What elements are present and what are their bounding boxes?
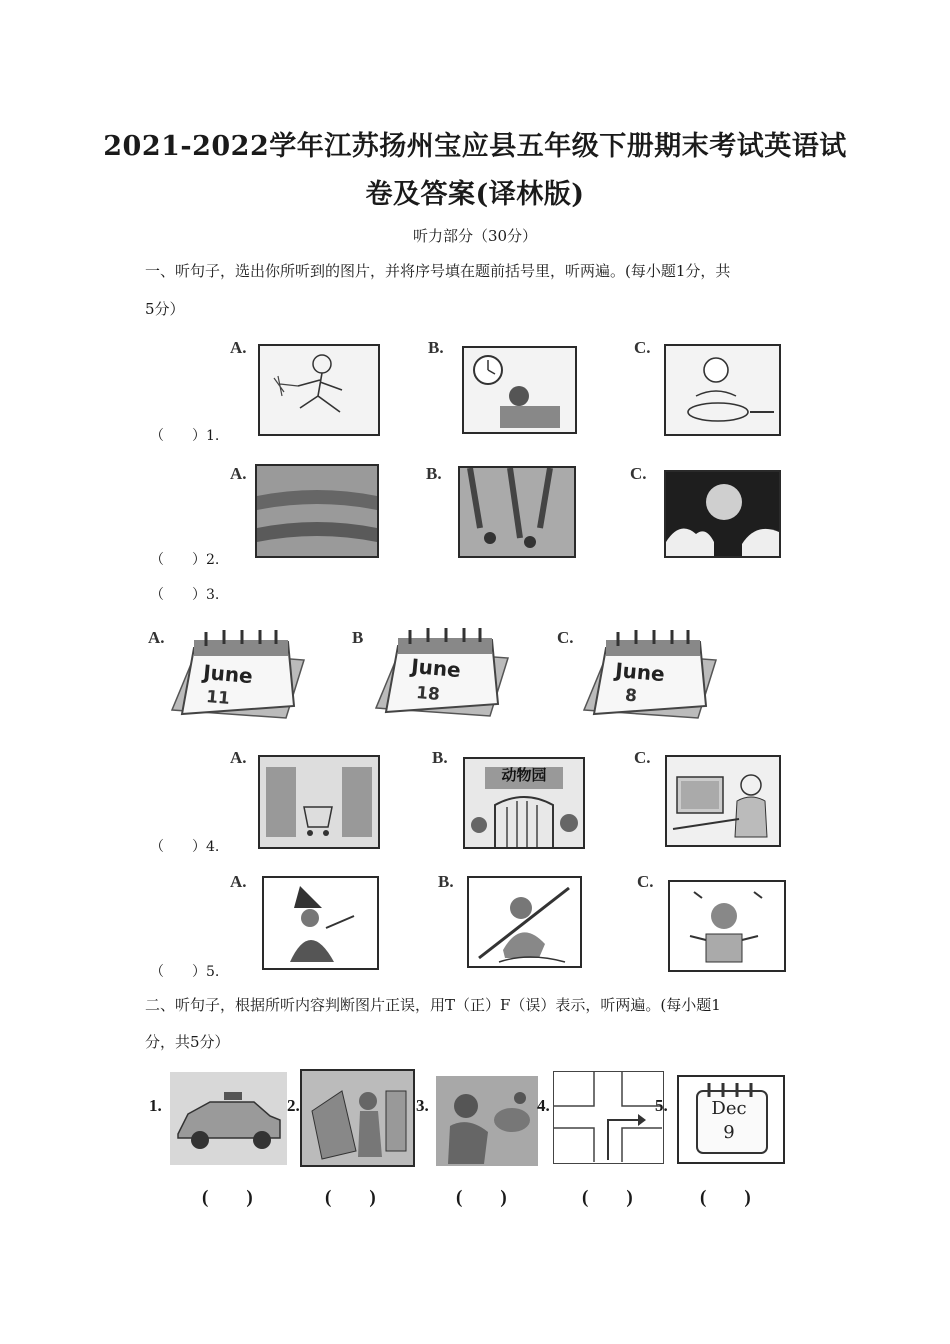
p2-item2-answer[interactable]: ( ) — [325, 1187, 376, 1208]
p2-item5-picture[interactable] — [677, 1075, 785, 1164]
q2-answer-paren[interactable]: （ ）2. — [150, 552, 220, 568]
q3-calendar-c-month: June — [614, 657, 666, 687]
p2-item1-picture[interactable] — [170, 1072, 287, 1165]
q4-option-c-picture[interactable] — [665, 755, 781, 847]
part1-instruction-line2: 5分） — [145, 300, 185, 318]
q3-calendar-a-month: June — [202, 659, 254, 689]
p2-item3-answer[interactable]: ( ) — [456, 1187, 507, 1208]
q2-option-b-picture[interactable] — [458, 466, 576, 558]
q3-answer-paren[interactable]: （ ）3. — [150, 587, 220, 603]
q1-option-c-picture[interactable] — [664, 344, 781, 436]
q1-option-b-picture[interactable] — [462, 346, 577, 434]
q1-option-a-label: A. — [230, 338, 247, 357]
q3-calendar-c-day: 8 — [624, 685, 638, 707]
q5-option-b-picture[interactable] — [467, 876, 582, 968]
q1-option-b-label: B. — [428, 338, 444, 357]
q5-option-a-label: A. — [230, 872, 247, 891]
q4-option-a-picture[interactable] — [258, 755, 380, 849]
q4-answer-paren[interactable]: （ ）4. — [150, 839, 220, 855]
q3-calendar-b-day: 18 — [415, 683, 441, 705]
q3-calendar-a-day: 11 — [205, 687, 231, 709]
p2-item5-calendar-month: Dec — [711, 1098, 747, 1119]
q3-calendar-b-month: June — [410, 653, 462, 683]
q5-option-a-picture[interactable] — [262, 876, 379, 970]
part2-instruction-line1: 二、听句子，根据所听内容判断图片正误，用T（正）F（误）表示，听两遍。(每小题1 — [145, 996, 721, 1014]
q4-option-a-label: A. — [230, 748, 247, 767]
q3-option-c-label: C. — [557, 628, 574, 647]
q3-option-b-label: B — [352, 628, 364, 647]
q5-option-c-picture[interactable] — [668, 880, 786, 972]
q2-option-c-picture[interactable] — [664, 470, 781, 558]
doc-title-line2: 卷及答案(译林版) — [365, 179, 585, 210]
q4-option-b-label: B. — [432, 748, 448, 767]
p2-item4-picture[interactable] — [553, 1071, 664, 1164]
p2-item1-answer[interactable]: ( ) — [202, 1187, 253, 1208]
p2-item2-picture[interactable] — [300, 1069, 415, 1167]
p2-item3-number: 3. — [416, 1096, 429, 1115]
q2-option-a-label: A. — [230, 464, 247, 483]
q1-option-c-label: C. — [634, 338, 651, 357]
q1-option-a-picture[interactable] — [258, 344, 380, 436]
q2-option-c-label: C. — [630, 464, 647, 483]
p2-item4-number: 4. — [537, 1096, 550, 1115]
zoo-sign-text: 动物园 — [501, 766, 547, 784]
q2-option-b-label: B. — [426, 464, 442, 483]
p2-item4-answer[interactable]: ( ) — [582, 1187, 633, 1208]
q5-option-c-label: C. — [637, 872, 654, 891]
p2-item3-picture[interactable] — [436, 1076, 538, 1166]
q3-option-a-label: A. — [148, 628, 165, 647]
part2-instruction-line2: 分，共5分） — [145, 1033, 230, 1051]
p2-item1-number: 1. — [149, 1096, 162, 1115]
p2-item2-number: 2. — [287, 1096, 300, 1115]
p2-item5-calendar-day: 9 — [723, 1122, 735, 1143]
section-header: 听力部分（30分） — [412, 227, 538, 245]
q2-option-a-picture[interactable] — [255, 464, 379, 558]
p2-item5-number: 5. — [655, 1096, 668, 1115]
doc-title-line1: 2021-2022学年江苏扬州宝应县五年级下册期末考试英语试 — [103, 131, 847, 162]
q4-option-c-label: C. — [634, 748, 651, 767]
q5-answer-paren[interactable]: （ ）5. — [150, 964, 220, 980]
p2-item5-answer[interactable]: ( ) — [700, 1187, 751, 1208]
part1-instruction-line1: 一、听句子，选出你所听到的图片，并将序号填在题前括号里，听两遍。(每小题1分，共 — [145, 262, 731, 280]
q5-option-b-label: B. — [438, 872, 454, 891]
q1-answer-paren[interactable]: （ ）1. — [150, 428, 220, 444]
